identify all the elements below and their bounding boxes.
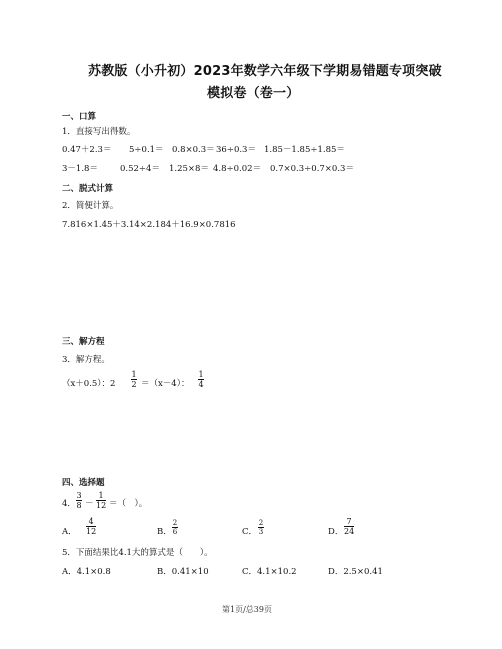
fraction-numerator: 2 [258,519,264,527]
question-5-stem: 5．下面结果比4.1大的算式是（ ）。 [62,548,213,558]
section-heading-choice: 四、选择题 [62,478,105,488]
q4-fraction-1 [76,491,82,510]
q4-option-c-fraction [258,519,264,536]
q1-item: 3－1.8＝ [62,164,98,174]
q1-item: 1.25×8＝ [169,164,209,174]
q4-option-a-fraction [86,517,96,536]
fraction-numerator: 1 [131,370,137,379]
q3-equation-part2: ＝（x－4）： [141,379,190,389]
q1-item: 0.8×0.3＝ [172,145,215,155]
q5-option-d: D．2.5×0.41 [328,567,383,577]
section-heading-stepwise: 二、脱式计算 [62,184,114,194]
q4-option-b-fraction [172,519,178,536]
page-footer: 第1页/总39页 [222,605,272,614]
doc-title-line1: 苏教版（小升初）2023年数学六年级下学期易错题专项突破 [88,64,442,79]
fraction-denominator: 12 [96,501,107,510]
q3-fraction [198,370,204,389]
q1-item: 4.8÷0.02＝ [213,164,262,174]
fraction-numerator: 1 [198,370,204,379]
q1-item: 1.85－1.85÷1.85＝ [264,145,345,155]
fraction-numerator: 7 [346,517,352,526]
q5-option-c: C．4.1×10.2 [242,567,297,577]
fraction-denominator: 24 [344,527,355,536]
fraction-numerator: 1 [98,491,104,500]
q4-option-d-fraction [344,517,354,536]
question-2-stem: 2．简便计算。 [62,201,119,211]
q1-item: 5÷0.1＝ [129,145,164,155]
question-2-expression: 7.816×1.45＋3.14×2.184＋16.9×0.7816 [62,220,236,230]
fraction-denominator: 2 [131,380,137,389]
q1-item: 36÷0.3＝ [216,145,256,155]
q4-minus: － [85,499,94,509]
question-4-number: 4． [62,499,76,509]
q1-item: 0.47＋2.3＝ [62,145,112,155]
q5-option-b: B．0.41×10 [157,567,209,577]
question-3-stem: 3．解方程。 [62,355,110,365]
doc-title-line2: 模拟卷（卷一） [207,86,300,101]
section-heading-equation: 三、解方程 [62,337,105,347]
q5-options [62,565,392,577]
q5-option-a: A．4.1×0.8 [62,567,111,577]
q1-row-1 [62,143,362,155]
fraction-denominator: 8 [76,501,82,510]
q4-tail: ＝（ ）。 [109,499,148,509]
q3-equation-part1: （x＋0.5）：2 [62,379,116,389]
fraction-denominator: 4 [198,380,204,389]
section-heading-oral: 一、口算 [62,112,97,122]
q1-row-2 [62,162,362,174]
q4-option-c-label: C． [242,527,258,537]
fraction-numerator: 4 [88,517,94,526]
q4-fraction-2 [96,491,106,510]
q4-option-a-label: A． [62,527,77,537]
q1-item: 0.52÷4＝ [120,164,160,174]
fraction-numerator: 3 [76,491,82,500]
fraction-denominator: 3 [258,528,264,536]
question-1-stem: 1．直接写出得数。 [62,127,136,137]
fraction-denominator: 6 [172,528,178,536]
q3-mixed-fraction [131,370,137,389]
q4-option-b-label: B． [157,527,172,537]
q1-item: 0.7×0.3÷0.7×0.3＝ [270,164,354,174]
fraction-denominator: 12 [86,527,97,536]
fraction-numerator: 2 [172,519,178,527]
q4-option-d-label: D． [328,527,344,537]
